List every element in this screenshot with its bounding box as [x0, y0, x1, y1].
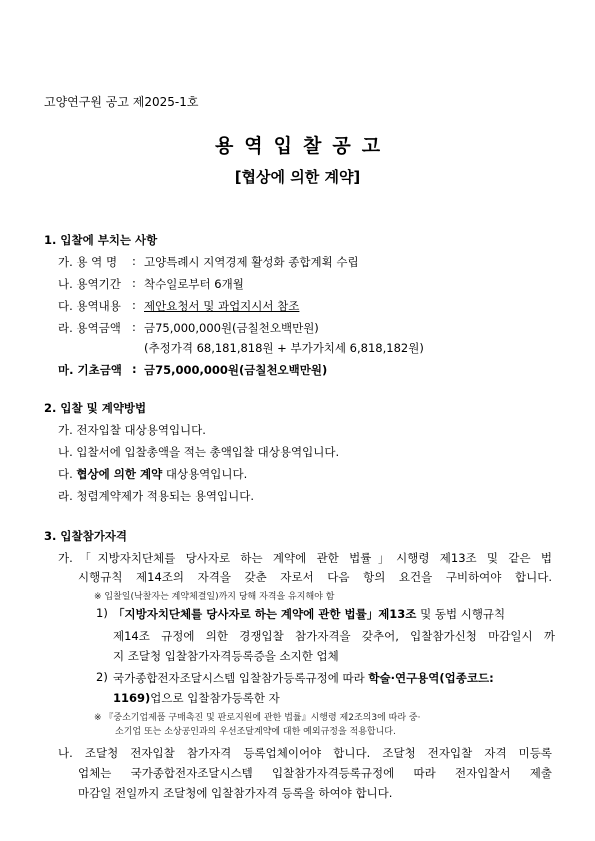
- section2-heading: 2. 입찰 및 계약방법: [44, 401, 147, 415]
- s2-item-prefix: 다.: [58, 467, 73, 481]
- s1-item-colon: :: [132, 298, 136, 312]
- s1-item-label: 나. 용역기간: [58, 277, 121, 291]
- s3-note: ※ 『중소기업제품 구매촉진 및 판로지원에 관한 법률』시행령 제2조의3에 따라 중·: [94, 713, 421, 723]
- page-title: 용역입찰공고: [214, 135, 392, 157]
- s3-sub-text: 및 동법 시행규칙: [420, 607, 506, 621]
- doc-number: 고양연구원 공고 제2025-1호: [44, 95, 199, 109]
- page-subtitle: [협상에 의한 계약]: [234, 168, 361, 186]
- section3-heading: 3. 입찰참가자격: [44, 529, 128, 543]
- s1-item-value: 금75,000,000원(금칠천오백만원): [144, 321, 319, 335]
- s1-item-label: 가. 용 역 명: [58, 255, 118, 269]
- s2-item: 나. 입찰서에 입찰총액을 적는 총액입찰 대상용역입니다.: [58, 445, 340, 459]
- s3-sub-number: 1): [96, 606, 108, 620]
- s2-item: 가. 전자입찰 대상용역입니다.: [58, 423, 206, 437]
- s1-item-colon: :: [132, 362, 137, 376]
- s1-item-value: 착수일로부터 6개월: [144, 277, 244, 291]
- s3-sub-line: 제14조 규정에 의한 경쟁입찰 참가자격을 갖추어, 입찰참가신청 마감일시 까: [113, 629, 555, 643]
- s3-sub-bold: 학술·연구용역(업종코드:: [368, 671, 494, 685]
- s3-sub-text: 업으로 입찰참가등록한 자: [150, 691, 280, 705]
- section1-heading: 1. 입찰에 부치는 사항: [44, 233, 158, 247]
- s2-item: 라. 청렴계약제가 적용되는 용역입니다.: [58, 489, 255, 503]
- s2-item-suffix: 대상용역입니다.: [165, 467, 248, 481]
- s3-na-line: 나. 조달청 전자입찰 참가자격 등록업체이어야 합니다. 조달청 전자입찰 자격 미등록: [58, 746, 552, 760]
- s1-item-colon: :: [132, 276, 136, 290]
- s3-na-line: 업체는 국가종합전자조달시스템 입찰참가자격등록규정에 따라 전자입찰서 제출: [78, 766, 552, 780]
- base-amount-label: 마. 기초금액: [58, 363, 122, 377]
- s3-sub-number: 2): [96, 670, 108, 684]
- s3-sub-text: 국가종합전자조달시스템 입찰참가등록규정에 따라: [113, 671, 365, 685]
- s3-note: 소기업 또는 소상공인과의 우선조달계약에 대한 예외규정을 적용합니다.: [115, 727, 396, 737]
- s2-item-bold: 협상에 의한 계약: [76, 467, 163, 481]
- s3-sub-line: [113, 670, 494, 686]
- s1-item-colon: :: [132, 254, 136, 268]
- s2-item: [58, 466, 247, 482]
- s3-na-line: 마감일 전일까지 조달청에 입찰참가자격 등록을 하여야 합니다.: [78, 786, 393, 800]
- s3-sub-line: [113, 690, 280, 706]
- s1-item-colon: :: [132, 320, 136, 334]
- s3-note: ※ 입찰일(낙찰자는 계약체결일)까지 당해 자격을 유지해야 함: [94, 592, 335, 602]
- s3-ga-line: 시행규칙 제14조의 자격을 갖춘 자로서 다음 항의 요건을 구비하여야 합니다.: [78, 570, 552, 584]
- s1-item-value: 제안요청서 및 과업지시서 참조: [144, 299, 300, 313]
- s3-ga-line: 가.「지방자치단체를 당사자로 하는 계약에 관한 법률」시행령 제13조 및 같은 법: [58, 551, 552, 565]
- s3-sub-bold: 1169): [113, 691, 151, 705]
- base-amount-value: 금75,000,000원(금칠천오백만원): [144, 363, 328, 377]
- s1-item-value: 고양특례시 지역경제 활성화 종합계획 수립: [144, 255, 359, 269]
- s3-sub-line: 지 조달청 입찰참가자격등록증을 소지한 업체: [113, 649, 339, 663]
- s3-sub-line: [113, 606, 505, 622]
- amount-detail: (추정가격 68,181,818원 + 부가가치세 6,818,182원): [144, 341, 424, 355]
- s3-sub-bold: 「지방자치단체를 당사자로 하는 계약에 관한 법률」제13조: [113, 607, 417, 621]
- s1-item-label: 다. 용역내용: [58, 299, 121, 313]
- s1-item-label: 라. 용역금액: [58, 321, 121, 335]
